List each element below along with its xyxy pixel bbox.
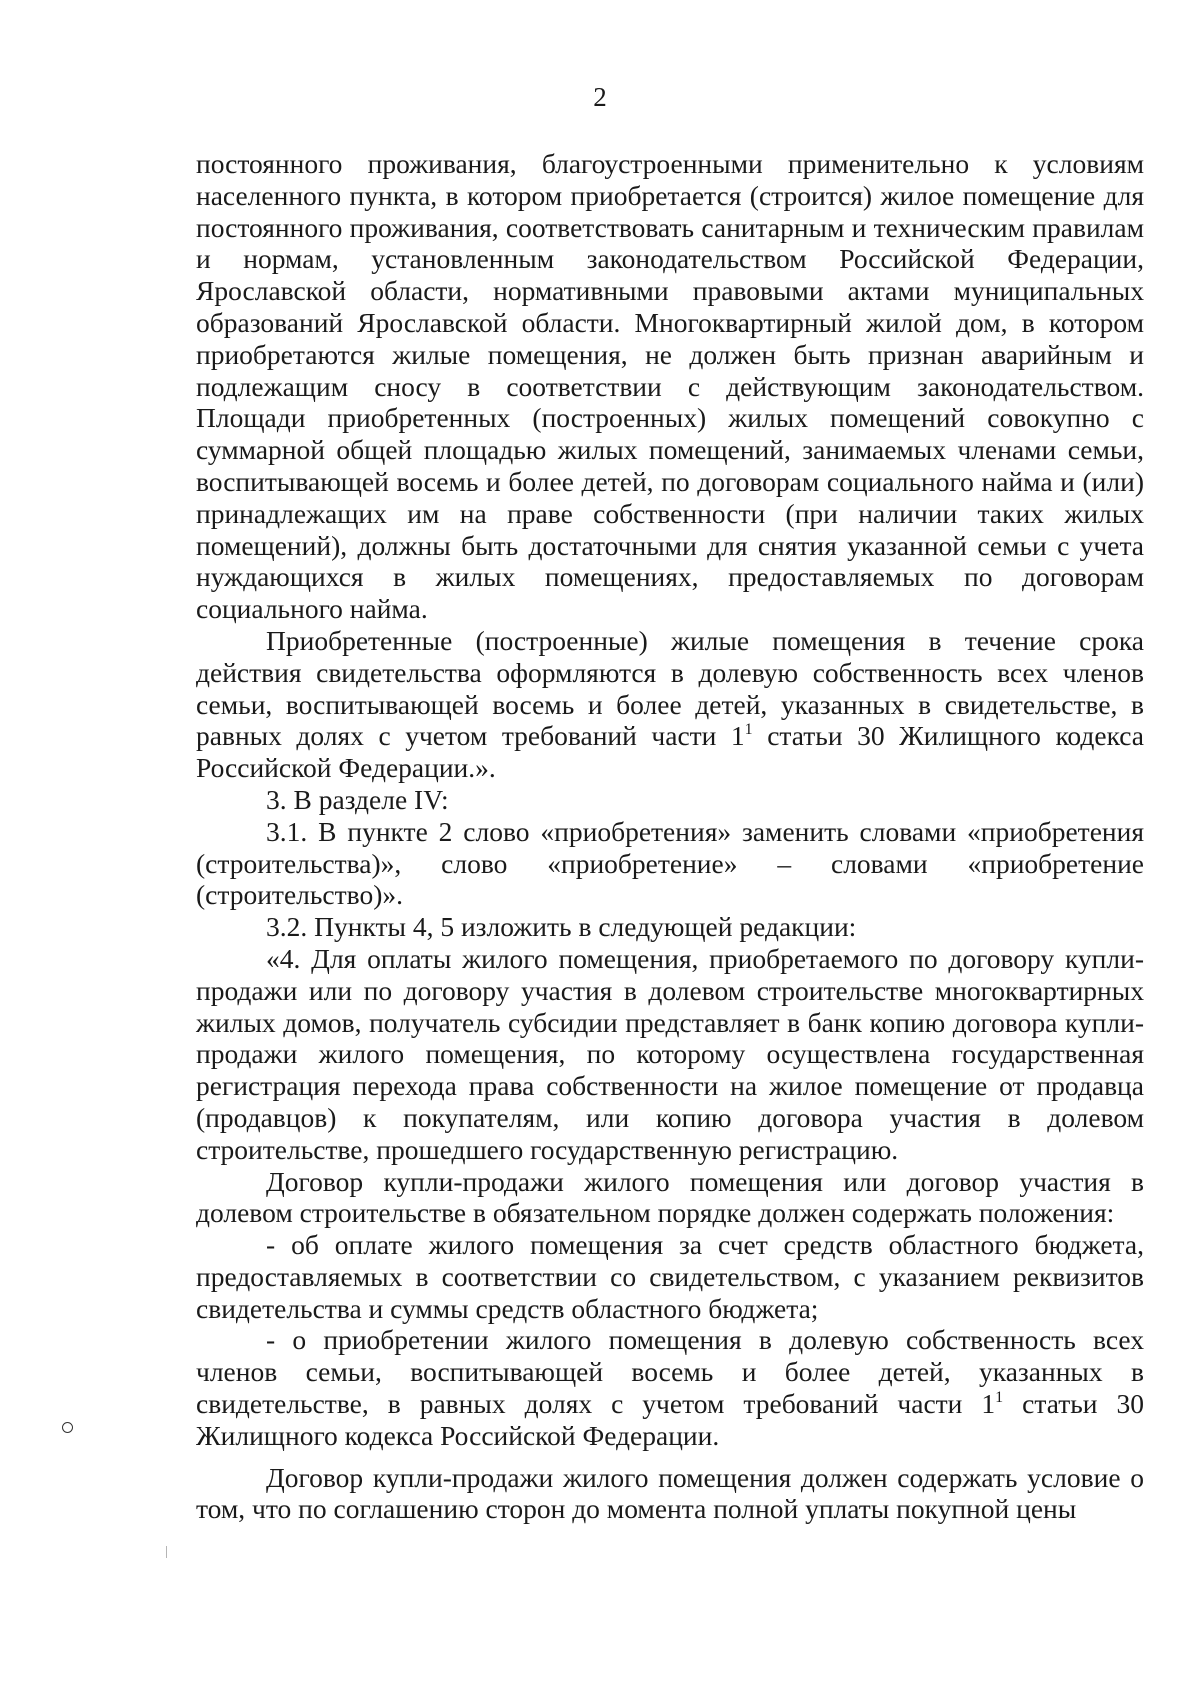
margin-circle-mark bbox=[62, 1422, 73, 1433]
paragraph-section-iv: 3. В разделе IV: bbox=[266, 783, 449, 815]
superscript: 1 bbox=[995, 1389, 1004, 1407]
paragraph-item-4: «4. Для оплаты жилого помещения, приобретаемого по договору купли-продажи или по договору участия в долевом строительстве многоквартирных жилых домов, получатель субсидии представляет в банк копию договора купли-продажи жилого помещения, по которому осуществлена государственная регистрация перехода права собственности на жилое помещение от продавца (продавцов) к покупателям, или копию договора участия в долевом строительстве, прошедшего государственную регистрацию. bbox=[196, 942, 1144, 1165]
paragraph-text: Приобретенные (построенные) жилые помещения в течение срока действия свидетельства оформляются в долевую собственность всех членов семьи, воспитывающей восемь и более детей, указанных в свидетельстве, в равных долях с учетом требований части 1 bbox=[196, 624, 1144, 752]
scan-corner-mark bbox=[166, 1546, 167, 1558]
paragraph-text: статьи 30 Жилищного кодекса Российской Федерации.». bbox=[196, 720, 1144, 784]
paragraph-item-3-2: 3.2. Пункты 4, 5 изложить в следующей редакции: bbox=[266, 911, 857, 943]
paragraph-sale-contract-condition: Договор купли-продажи жилого помещения должен содержать условие о том, что по соглашению сторон до момента полной уплаты покупной цены bbox=[196, 1461, 1144, 1525]
paragraph-ownership-provision bbox=[196, 1324, 1144, 1451]
paragraph-payment-provision: - об оплате жилого помещения за счет средств областного бюджета, предоставляемых в соответствии со свидетельством, с указанием реквизитов свидетельства и суммы средств областного бюджета; bbox=[196, 1229, 1144, 1324]
superscript: 1 bbox=[744, 721, 753, 739]
paragraph-text: - о приобретении жилого помещения в долевую собственность всех членов семьи, воспитывающей восемь и более детей, указанных в свидетельстве, в равных долях с учетом требований части 1 bbox=[196, 1324, 1144, 1420]
paragraph-item-3-1: 3.1. В пункте 2 слово «приобретения» заменить словами «приобретения (строительства)», слово «приобретение» – словами «приобретение (строительство)». bbox=[196, 815, 1144, 911]
paragraph-shared-ownership bbox=[196, 625, 1144, 784]
paragraph-housing-requirements: постоянного проживания, благоустроенными применительно к условиям населенного пункта, в котором приобретается (строится) жилое помещение для постоянного проживания, соответствовать санитарным и техническим правилам и нормам, установленным законодательством Российской Федерации, Ярославской области, нормативными правовыми актами муниципальных образований Ярославской области. Многоквартирный жилой дом, в котором приобретаются жилые помещения, не должен быть признан аварийным и подлежащим сносу в соответствии с действующим законодательством. Площади приобретенных (построенных) жилых помещений совокупно с суммарной общей площадью жилых помещений, занимаемых членами семьи, воспитывающей восемь и более детей, по договорам социального найма и (или) принадлежащих им на праве собственности (при наличии таких жилых помещений), должны быть достаточными для снятия указанной семьи с учета нуждающихся в жилых помещениях, предоставляемых по договорам социального найма. bbox=[196, 148, 1144, 625]
paragraph-text: статьи 30 Жилищного кодекса Российской Федерации. bbox=[196, 1388, 1144, 1451]
page-number: 2 bbox=[593, 82, 607, 112]
document-body bbox=[196, 148, 1144, 1525]
paragraph-contract-provisions: Договор купли-продажи жилого помещения или договор участия в долевом строительстве в обязательном порядке должен содержать положения: bbox=[196, 1165, 1144, 1229]
